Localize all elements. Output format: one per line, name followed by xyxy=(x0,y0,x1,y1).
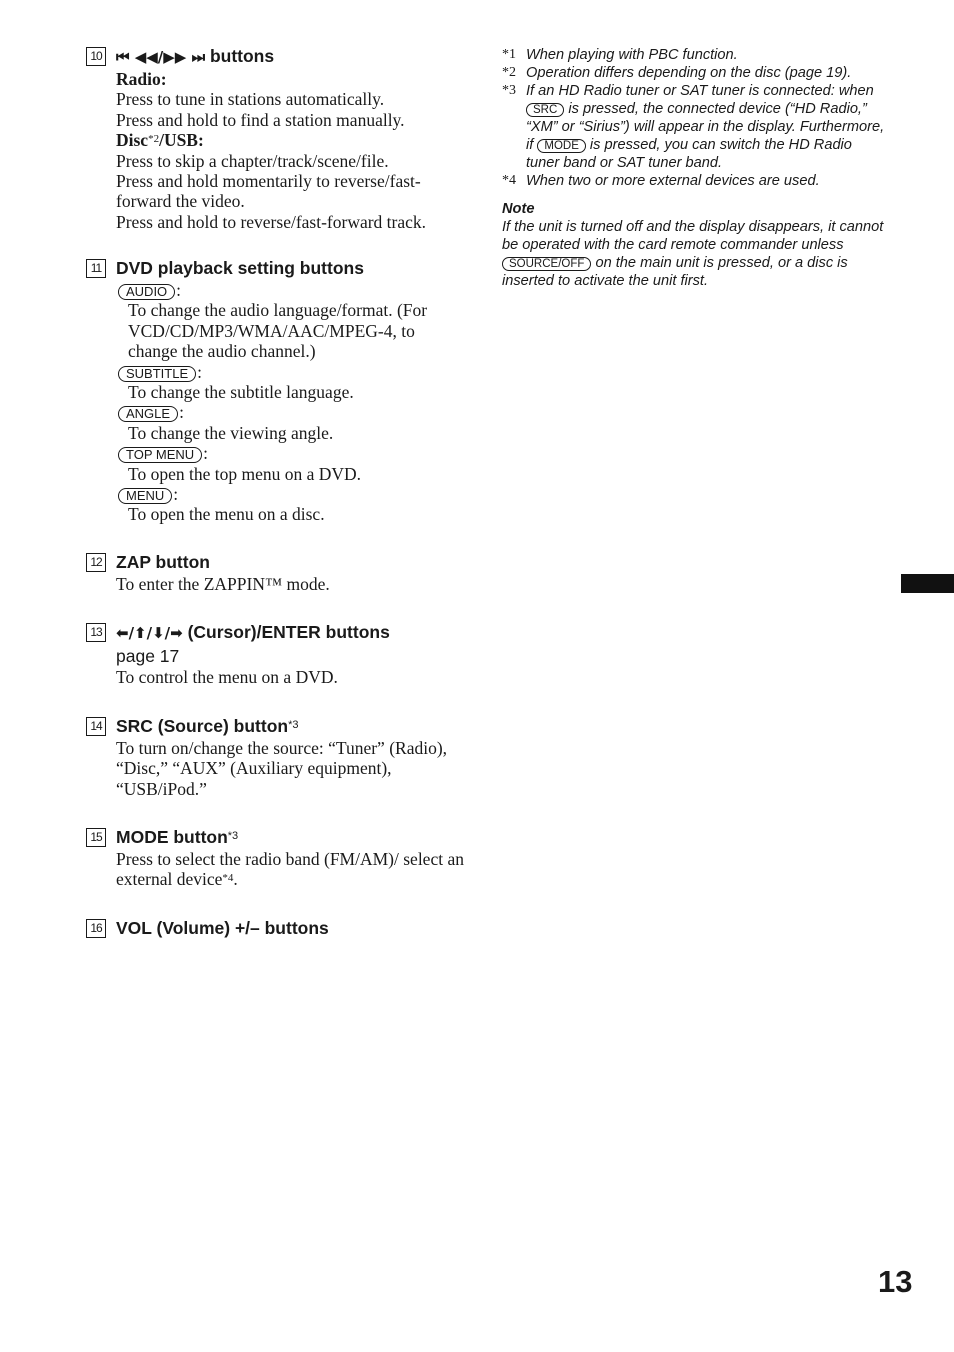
entry-10-heading xyxy=(116,44,466,69)
key-desc-audio: To change the audio language/format. (For VCD/CD/MP3/WMA/AAC/MPEG-4, to change the audio channel.) xyxy=(128,300,428,362)
note-title: Note xyxy=(502,201,535,217)
footnote-4 xyxy=(502,172,887,190)
footnote-2 xyxy=(502,64,887,82)
entry-13-title: (Cursor)/ENTER buttons xyxy=(187,622,390,642)
angle-key: ANGLE xyxy=(118,406,178,422)
entry-11-title: DVD playback setting buttons xyxy=(116,258,364,278)
page-number: 13 xyxy=(878,1264,913,1299)
entry-13-heading xyxy=(116,620,466,645)
entry-15 xyxy=(86,825,466,916)
entry-12-desc: To enter the ZAPPIN™ mode. xyxy=(116,574,330,594)
key-desc-subtitle: To change the subtitle language. xyxy=(128,382,354,403)
entry-13 xyxy=(86,620,466,714)
key-row-top-menu: TOP MENU : xyxy=(116,443,466,463)
key-row-angle: ANGLE : xyxy=(116,402,466,422)
disc-line-3: Press and hold to reverse/fast-forward track. xyxy=(116,211,427,232)
entry-number-11: 11 xyxy=(86,259,106,278)
footnote-1 xyxy=(502,46,887,64)
footnote-2-text: Operation differs depending on the disc (page 19). xyxy=(526,65,852,81)
note-text: If the unit is turned off and the display disappears, it cannot be operated with the card remote commander unless SOURCE/OFF on the main unit is pressed, or a disc is inserted to activate the unit first. xyxy=(502,219,884,289)
footnote-3 xyxy=(502,82,887,172)
entry-16-title: VOL (Volume) +/– buttons xyxy=(116,918,329,938)
entry-13-desc: To control the menu on a DVD. xyxy=(116,667,338,687)
right-column xyxy=(502,46,887,290)
left-column xyxy=(86,44,466,940)
entry-12-title: ZAP button xyxy=(116,552,210,572)
footnote-4-mark: *4 xyxy=(502,173,516,188)
key-row-menu: MENU : xyxy=(116,484,466,504)
subtitle-key: SUBTITLE xyxy=(118,366,196,382)
entry-15-heading: MODE button$^{*3}$ xyxy=(116,827,239,847)
source-off-key: SOURCE/OFF xyxy=(502,257,591,271)
entry-11 xyxy=(86,256,466,550)
footnote-4-text: When two or more external devices are used. xyxy=(526,173,820,189)
entry-number-14: 14 xyxy=(86,717,106,736)
entry-number-15: 15 xyxy=(86,828,106,847)
entry-number-13: 13 xyxy=(86,623,106,642)
entry-10-title: buttons xyxy=(209,46,275,66)
footnote-1-mark: *1 xyxy=(502,47,516,62)
entry-16 xyxy=(86,916,466,940)
radio-label: Radio: xyxy=(116,69,167,89)
radio-line-1: Press to tune in stations automatically. xyxy=(116,89,385,110)
entry-number-16: 16 xyxy=(86,919,106,938)
entry-12 xyxy=(86,550,466,620)
entry-10-body xyxy=(116,69,466,232)
footnote-3-mark: *3 xyxy=(502,83,516,98)
entry-14 xyxy=(86,714,466,825)
section-tab-marker xyxy=(901,574,954,593)
key-row-audio: AUDIO : xyxy=(116,280,466,300)
key-desc-angle: To change the viewing angle. xyxy=(128,422,334,443)
top-menu-key: TOP MENU xyxy=(118,447,202,463)
prev-next-seek-icons: ⏮ ◀◀/▶▶ ⏭ xyxy=(116,48,206,66)
footnote-3-text: If an HD Radio tuner or SAT tuner is connected: when SRC is pressed, the connected device (“HD Radio,” “XM” or “Sirius”) will appear in the display. Furthermore, if MODE is pressed, you can switch the HD Radio tuner band or SAT tuner band. xyxy=(526,83,885,171)
radio-line-2: Press and hold to find a station manually. xyxy=(116,109,405,130)
entry-11-body xyxy=(116,280,466,525)
disc-line-2: Press and hold momentarily to reverse/fast-forward the video. xyxy=(116,171,421,212)
entry-13-page-ref: page 17 xyxy=(116,646,180,666)
key-row-subtitle: SUBTITLE : xyxy=(116,362,466,382)
entry-14-desc: To turn on/change the source: “Tuner” (Radio), “Disc,” “AUX” (Auxiliary equipment), “USB/iPod.” xyxy=(116,738,448,799)
cursor-arrows-icon: ⬅/⬆/⬇/➡ xyxy=(116,624,183,642)
entry-14-heading: SRC (Source) button$^{*3}$ xyxy=(116,716,299,736)
footnote-2-mark: *2 xyxy=(502,65,516,80)
entry-15-desc: Press to select the radio band (FM/AM)/ select an external device$^{*4}$. xyxy=(116,849,464,890)
disc-line-1: Press to skip a chapter/track/scene/file. xyxy=(116,150,389,171)
audio-key: AUDIO xyxy=(118,284,175,300)
menu-key: MENU xyxy=(118,488,172,504)
key-desc-menu: To open the menu on a disc. xyxy=(128,504,325,525)
entry-number-10: 10 xyxy=(86,47,106,66)
entry-number-12: 12 xyxy=(86,553,106,572)
disc-usb-label: Disc$^{*2}$/USB: xyxy=(116,130,204,151)
entry-10 xyxy=(86,44,466,256)
key-desc-top-menu: To open the top menu on a DVD. xyxy=(128,463,362,484)
src-key: SRC xyxy=(526,103,564,117)
mode-key: MODE xyxy=(537,139,586,153)
footnote-1-text: When playing with PBC function. xyxy=(526,47,738,63)
